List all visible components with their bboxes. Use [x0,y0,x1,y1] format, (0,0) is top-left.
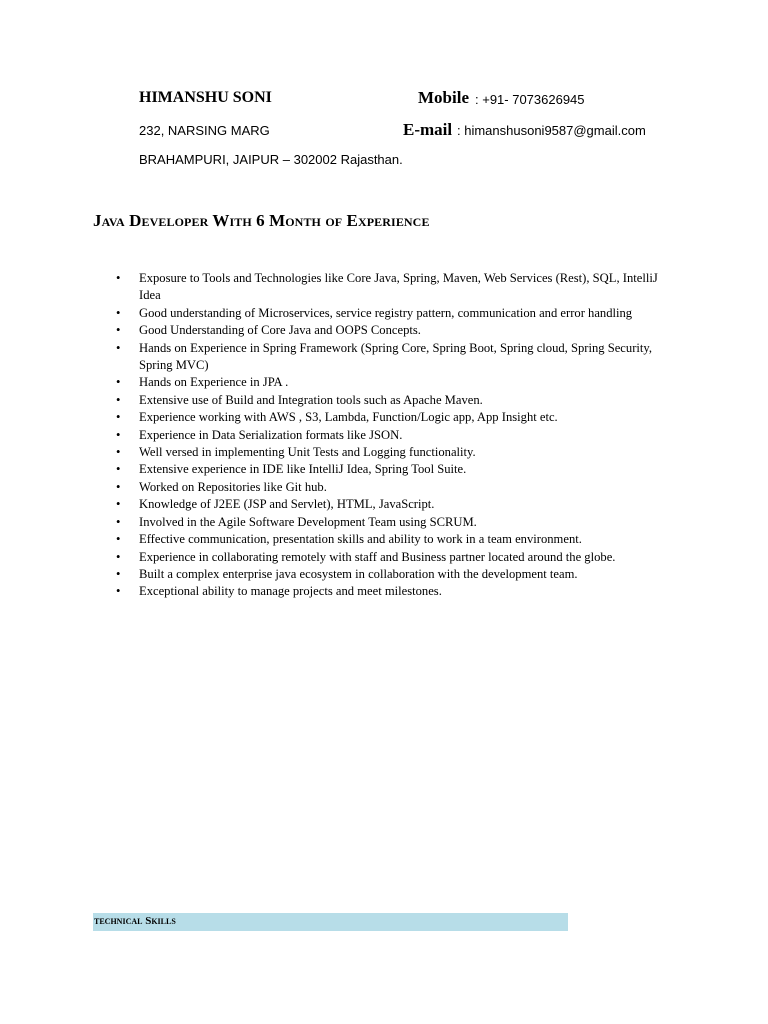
experience-bullet-list [139,270,679,601]
experience-bullet-item: • Hands on Experience in JPA . [139,374,679,391]
technical-skills-heading: technical Skills [94,915,176,927]
experience-bullet-item: • Experience working with AWS , S3, Lambda, Function/Logic app, App Insight etc. [139,409,679,426]
experience-bullet-item: • Good understanding of Microservices, service registry pattern, communication and error handling [139,305,679,322]
email-label: E-mail [403,120,453,139]
experience-bullet-item: • Experience in collaborating remotely with staff and Business partner located around the globe. [139,549,679,566]
experience-bullet-item: • Involved in the Agile Software Development Team using SCRUM. [139,514,679,531]
experience-bullet-item: • Effective communication, presentation skills and ability to work in a team environment. [139,531,679,548]
experience-bullet-item: • Extensive experience in IDE like IntelliJ Idea, Spring Tool Suite. [139,461,679,478]
experience-bullet-item: • Exposure to Tools and Technologies like Core Java, Spring, Maven, Web Services (Rest), SQL, IntelliJ Idea [139,270,679,305]
candidate-name: HIMANSHU SONI [139,89,272,106]
mobile-number: : +91- 7073626945 [475,92,585,107]
technical-skills-section-bar [93,913,568,931]
email-address: : himanshusoni9587@gmail.com [457,123,646,138]
experience-bullet-item: • Hands on Experience in Spring Framework (Spring Core, Spring Boot, Spring cloud, Spring Security, Spring MVC) [139,340,679,375]
experience-bullet-item: • Worked on Repositories like Git hub. [139,479,679,496]
experience-bullet-item: • Built a complex enterprise java ecosystem in collaboration with the development team. [139,566,679,583]
experience-bullet-item: • Well versed in implementing Unit Tests and Logging functionality. [139,444,679,461]
summary-heading: Java Developer With 6 Month of Experience [93,211,430,230]
experience-bullet-item: • Experience in Data Serialization formats like JSON. [139,427,679,444]
address-line-2: BRAHAMPURI, JAIPUR – 302002 Rajasthan. [139,152,403,167]
experience-bullet-item: • Extensive use of Build and Integration tools such as Apache Maven. [139,392,679,409]
mobile-label: Mobile [418,88,469,107]
experience-bullet-item: • Knowledge of J2EE (JSP and Servlet), HTML, JavaScript. [139,496,679,513]
experience-bullet-item: • Good Understanding of Core Java and OOPS Concepts. [139,322,679,339]
experience-bullet-item: • Exceptional ability to manage projects and meet milestones. [139,583,679,600]
address-line-1: 232, NARSING MARG [139,123,270,138]
